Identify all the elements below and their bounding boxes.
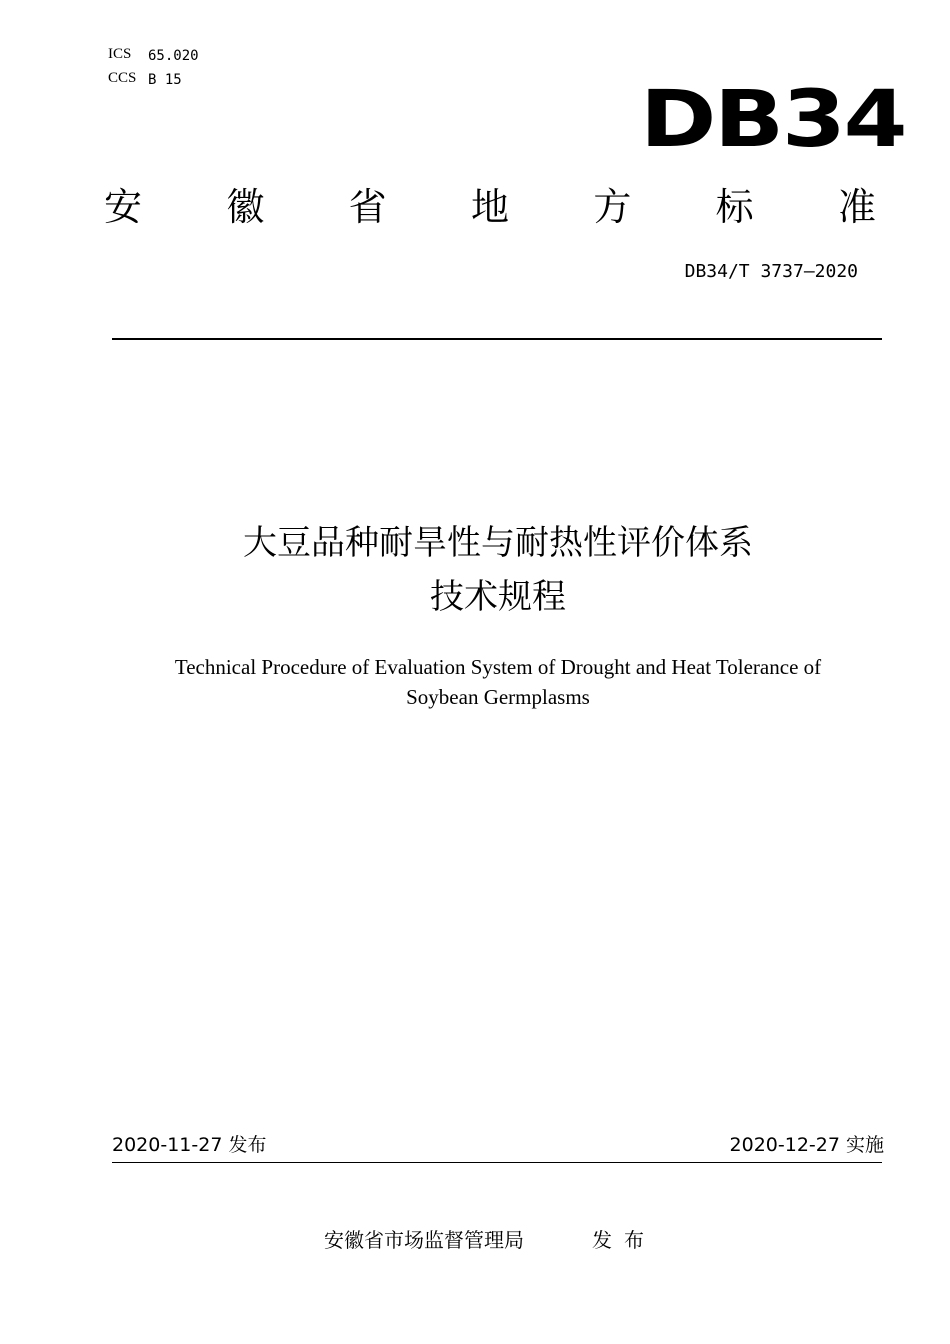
- heading-char: 标: [715, 185, 754, 229]
- heading-char: 省: [348, 185, 387, 229]
- title-en-line1: Technical Procedure of Evaluation System of Drought and Heat Tolerance of: [174, 655, 822, 679]
- standard-type-heading: [104, 183, 876, 231]
- heading-char: 准: [837, 185, 876, 229]
- title-en-line2: Soybean Germplasms: [406, 685, 590, 709]
- title-zh-line2: 技术规程: [430, 577, 566, 617]
- implementation-date: 2020-12-27 实施: [729, 1134, 884, 1156]
- footer-divider: [112, 1162, 882, 1163]
- ccs-label: CCS: [108, 70, 137, 86]
- heading-char: 安: [104, 185, 143, 229]
- title-zh-line1: 大豆品种耐旱性与耐热性评价体系: [243, 523, 753, 563]
- db34-logo: DB34: [640, 75, 906, 165]
- issue-date: 2020-11-27 发布: [112, 1134, 267, 1156]
- standard-number: DB34/T 3737—2020: [684, 261, 858, 282]
- heading-char: 方: [593, 185, 632, 229]
- ics-code: 65.020: [148, 48, 199, 64]
- ccs-code: B 15: [148, 72, 182, 88]
- heading-char: 地: [470, 185, 509, 229]
- issuing-authority: 安徽省市场监督管理局: [324, 1228, 524, 1252]
- issue-action: 发布: [592, 1228, 656, 1252]
- heading-char: 徽: [226, 185, 265, 229]
- header-divider: [112, 338, 882, 340]
- ics-label: ICS: [108, 46, 132, 62]
